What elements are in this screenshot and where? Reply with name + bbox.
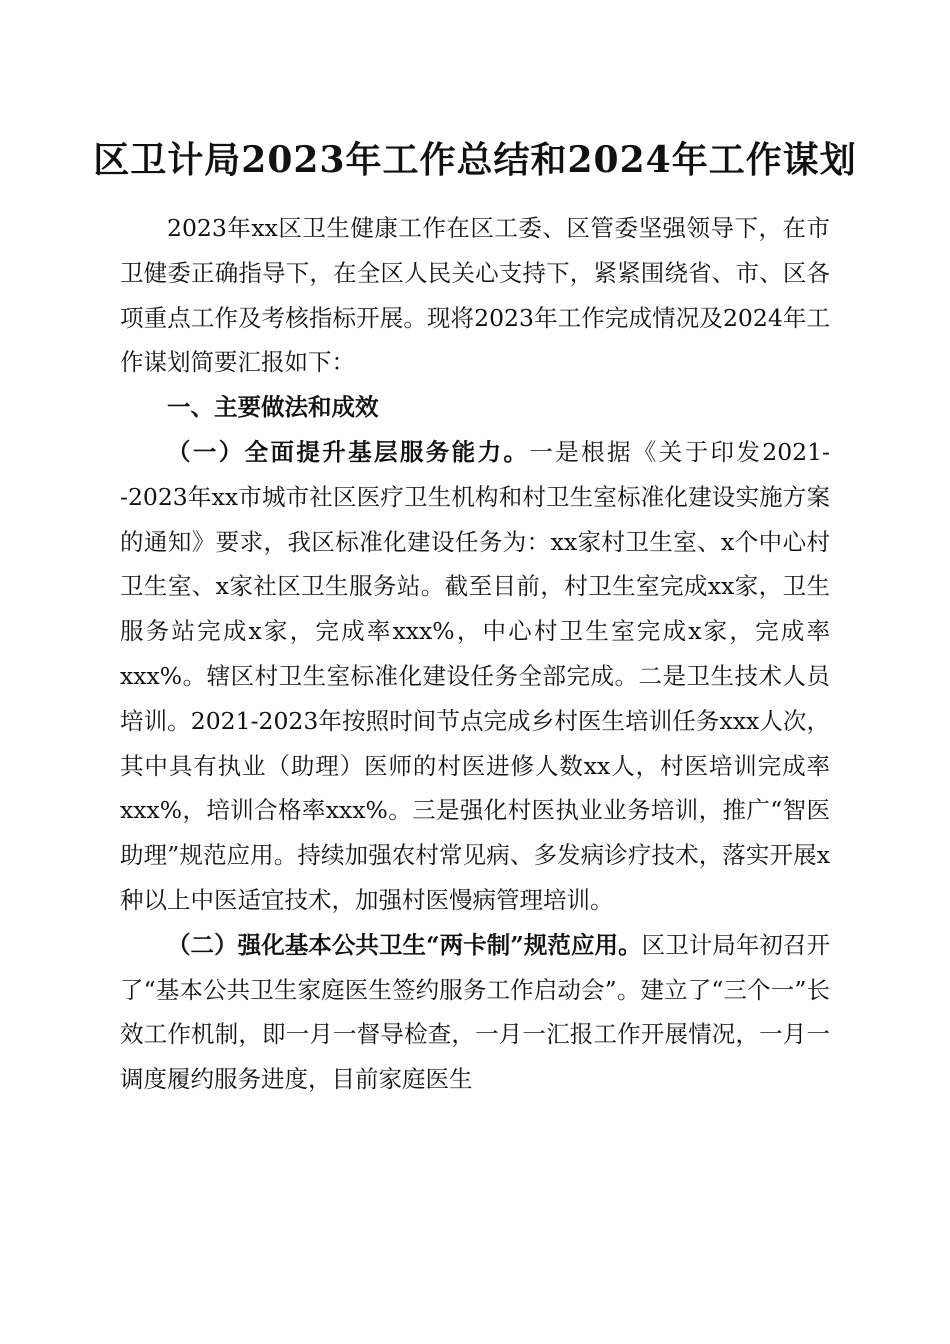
item-1-body: 一是根据《关于印发2021--2023年xx市城市社区医疗卫生机构和村卫生室标准化建设实施方案的通知》要求，我区标准化建设任务为：xx家村卫生室、x个中心村卫生室、x家社区卫生服务站。截至目前，村卫生室完成xx家，卫生服务站完成x家，完成率xxx%，中心村卫生室完成x家，完成率xxx%。辖区村卫生室标准化建设任务全部完成。二是卫生技术人员培训。2021-2023年按照时间节点完成乡村医生培训任务xxx人次，其中具有执业（助理）医师的村医进修人数xx人，村医培训完成率xxx%，培训合格率xxx%。三是强化村医执业业务培训，推广“智医助理”规范应用。持续加强农村常见病、多发病诊疗技术，落实开展x种以上中医适宜技术，加强村医慢病管理培训。 (120, 437, 830, 914)
item-1-lead: （一）全面提升基层服务能力。 (167, 437, 530, 466)
document-title: 区卫计局2023年工作总结和2024年工作谋划 (93, 139, 857, 181)
intro-paragraph: 2023年xx区卫生健康工作在区工委、区管委坚强领导下，在市卫健委正确指导下，在全区人民关心支持下，紧紧围绕省、市、区各项重点工作及考核指标开展。现将2023年工作完成情况及2024年工作谋划简要汇报如下： (120, 214, 830, 377)
item-2-paragraph (120, 923, 830, 1102)
item-1-paragraph (120, 430, 830, 923)
item-2-lead: （二）强化基本公共卫生“两卡制”规范应用。 (167, 930, 642, 959)
section-heading: 一、主要做法和成效 (167, 393, 379, 422)
document-body (120, 206, 830, 1102)
item-2-body: 区卫计局年初召开了“基本公共卫生家庭医生签约服务工作启动会”。建立了“三个一”长效工作机制，即一月一督导检查，一月一汇报工作开展情况，一月一调度履约服务进度，目前家庭医生 (120, 930, 830, 1094)
